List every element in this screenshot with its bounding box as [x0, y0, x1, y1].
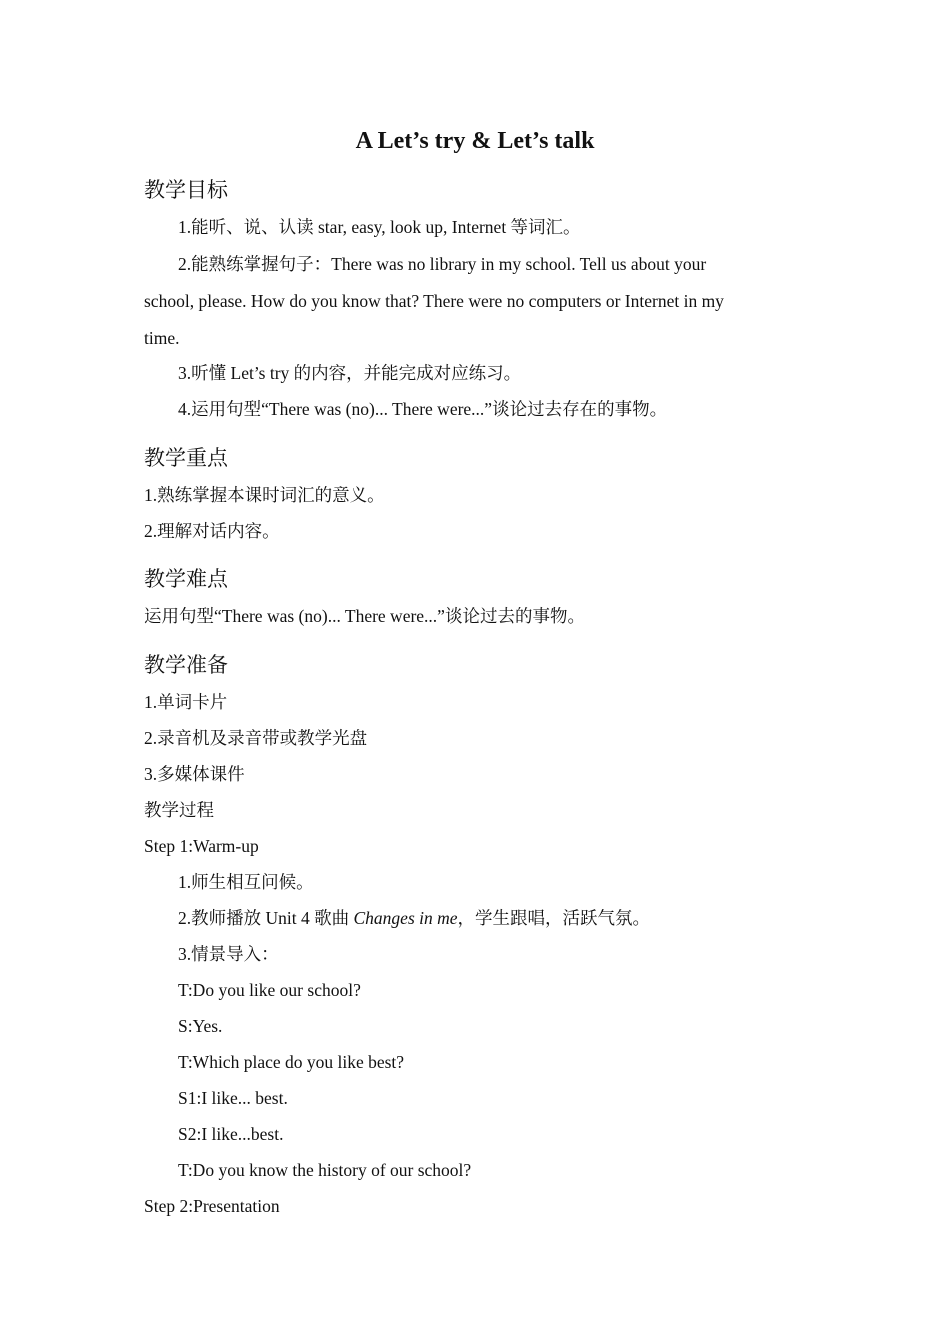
goal-item-1: 1.能听、说、认读 star, easy, look up, Internet 等词汇。 [178, 217, 581, 237]
key-point-item-2: 2.理解对话内容。 [144, 521, 280, 541]
step-1-item-2-suffix: ，学生跟唱，活跃气氛。 [457, 908, 651, 928]
step-1-heading: Step 1:Warm-up [144, 836, 259, 856]
preparation-item-3: 3.多媒体课件 [144, 764, 245, 784]
section-heading-process: 教学过程 [144, 800, 214, 820]
dialogue-line: T:Do you know the history of our school? [178, 1160, 472, 1180]
song-title: Changes in me [353, 908, 458, 928]
step-1-item-2 [178, 907, 650, 929]
dialogue-line: T:Do you like our school? [178, 980, 361, 1000]
dialogue-line: S:Yes. [178, 1016, 223, 1036]
goal-item-2-line-3: time. [144, 328, 180, 348]
goal-item-3: 3.听懂 Let’s try 的内容，并能完成对应练习。 [178, 363, 522, 383]
step-1-item-2-prefix: 2.教师播放 Unit 4 歌曲 [178, 908, 354, 928]
section-heading-difficulties: 教学难点 [144, 567, 228, 591]
step-1-item-3: 3.情景导入： [178, 944, 279, 964]
goal-item-2-line-2: school, please. How do you know that? There were no computers or Internet in my [144, 291, 724, 311]
dialogue-line: S2:I like...best. [178, 1124, 284, 1144]
section-heading-goals: 教学目标 [144, 178, 228, 202]
step-2-heading: Step 2:Presentation [144, 1196, 280, 1216]
dialogue-line: S1:I like... best. [178, 1088, 288, 1108]
key-point-item-1: 1.熟练掌握本课时词汇的意义。 [144, 485, 385, 505]
goal-item-2-line-1: 2.能熟练掌握句子：There was no library in my school. Tell us about your [178, 254, 707, 274]
difficulty-item-1: 运用句型“There was (no)... There were...”谈论过去的事物。 [144, 606, 585, 626]
preparation-item-2: 2.录音机及录音带或教学光盘 [144, 728, 368, 748]
document-title: A Let’s try & Let’s talk [355, 128, 595, 154]
section-heading-preparation: 教学准备 [144, 653, 228, 677]
preparation-item-1: 1.单词卡片 [144, 692, 228, 712]
dialogue-line: T:Which place do you like best? [178, 1052, 405, 1072]
goal-item-4: 4.运用句型“There was (no)... There were...”谈论过去存在的事物。 [178, 399, 668, 419]
section-heading-key-points: 教学重点 [144, 446, 228, 470]
step-1-item-1: 1.师生相互问候。 [178, 872, 314, 892]
